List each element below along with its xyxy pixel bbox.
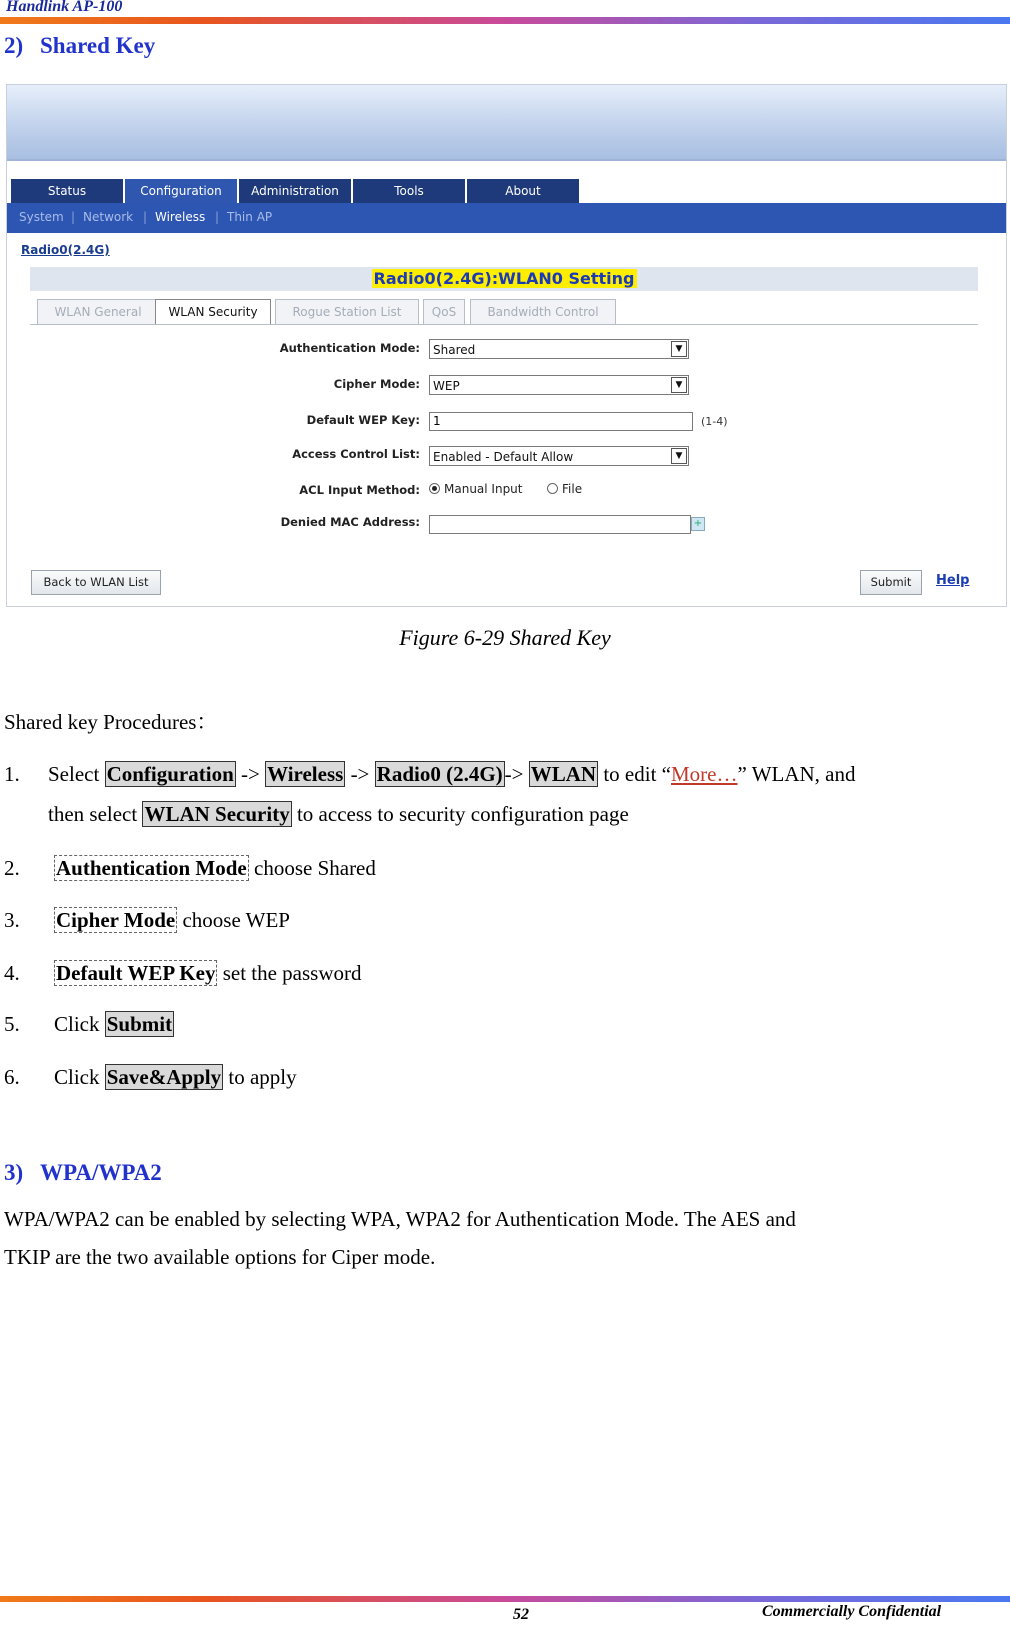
tab-status[interactable]: Status bbox=[11, 179, 123, 204]
step-text: Click bbox=[54, 1065, 100, 1089]
wpa-paragraph bbox=[4, 1200, 796, 1276]
step-2 bbox=[4, 848, 376, 888]
section-title: WPA/WPA2 bbox=[40, 1160, 162, 1185]
acl-value: Enabled - Default Allow bbox=[433, 450, 574, 464]
figure-caption: Figure 6-29 Shared Key bbox=[399, 625, 611, 650]
step-text: to edit “ bbox=[603, 762, 671, 786]
arrow-text: -> bbox=[241, 762, 260, 786]
footer-gradient-bar bbox=[0, 1596, 1010, 1602]
document-header-title: Handlink AP-100 bbox=[6, 0, 123, 15]
wpa-line-1: WPA/WPA2 can be enabled by selecting WPA, WPA2 for Authentication Mode. The AES and bbox=[4, 1207, 796, 1231]
tab-configuration[interactable]: Configuration bbox=[125, 179, 237, 204]
step-text: Select bbox=[48, 762, 100, 786]
radio-unselected-icon bbox=[547, 483, 558, 494]
wep-key-hint: (1-4) bbox=[701, 415, 728, 428]
setting-title: Radio0(2.4G):WLAN0 Setting bbox=[373, 269, 635, 288]
cipher-mode-label: Cipher Mode: bbox=[333, 377, 420, 391]
auth-mode-label: Authentication Mode: bbox=[279, 341, 420, 355]
key-configuration: Configuration bbox=[106, 762, 234, 786]
key-authentication-mode: Authentication Mode bbox=[56, 856, 247, 880]
step-number: 6. bbox=[4, 1065, 20, 1089]
radio-selected-icon bbox=[429, 483, 440, 494]
step-text: choose Shared bbox=[254, 856, 376, 880]
key-wlan: WLAN bbox=[530, 762, 597, 786]
subnav-separator: | bbox=[71, 210, 76, 224]
step-text: to apply bbox=[228, 1065, 297, 1089]
page-number: 52 bbox=[513, 1606, 529, 1623]
subnav-separator: | bbox=[143, 210, 148, 224]
header-gradient-bar bbox=[0, 17, 1010, 24]
radio-manual-input[interactable] bbox=[429, 482, 523, 496]
step-5 bbox=[4, 1004, 174, 1044]
step-number: 4. bbox=[4, 961, 20, 985]
procedures-intro: Shared key Procedures： bbox=[4, 710, 218, 734]
step-number: 2. bbox=[4, 856, 20, 880]
step-number: 1. bbox=[4, 762, 20, 786]
section-title: Shared Key bbox=[40, 33, 156, 58]
step-1 bbox=[4, 754, 1004, 834]
auth-mode-value: Shared bbox=[433, 343, 476, 357]
radio-file[interactable] bbox=[547, 482, 582, 496]
key-cipher-mode: Cipher Mode bbox=[56, 908, 176, 932]
acl-input-method-label: ACL Input Method: bbox=[299, 483, 420, 497]
chevron-down-icon: ▼ bbox=[671, 341, 687, 357]
key-wlan-security: WLAN Security bbox=[144, 802, 290, 826]
radio-link[interactable]: Radio0(2.4G) bbox=[21, 243, 110, 257]
key-default-wep-key: Default WEP Key bbox=[56, 961, 216, 985]
section-heading-wpa bbox=[4, 1160, 162, 1186]
subnav-network[interactable]: Network bbox=[83, 210, 134, 224]
subnav-system[interactable]: System bbox=[19, 210, 64, 224]
banner bbox=[7, 85, 1006, 161]
section-number: 2) bbox=[4, 33, 24, 58]
key-save-apply: Save&Apply bbox=[106, 1065, 222, 1089]
wpa-line-2: TKIP are the two available options for Ciper mode. bbox=[4, 1245, 436, 1269]
acl-select[interactable] bbox=[429, 446, 689, 466]
subnav-separator: | bbox=[215, 210, 220, 224]
subnav-wireless[interactable]: Wireless bbox=[155, 210, 206, 224]
subtab-rogue-station-list[interactable]: Rogue Station List bbox=[275, 299, 419, 325]
step-6 bbox=[4, 1057, 297, 1097]
chevron-down-icon: ▼ bbox=[671, 448, 687, 464]
subtab-bandwidth-control[interactable]: Bandwidth Control bbox=[470, 299, 616, 325]
denied-mac-label: Denied MAC Address: bbox=[280, 515, 420, 529]
step-text: to access to security configuration page bbox=[296, 802, 629, 826]
add-mac-icon[interactable]: + bbox=[691, 517, 705, 531]
step-3 bbox=[4, 900, 290, 940]
radio-manual-label: Manual Input bbox=[444, 482, 523, 496]
step-text: set the password bbox=[222, 961, 362, 985]
sub-nav-bar bbox=[7, 203, 1006, 233]
more-link[interactable]: More… bbox=[671, 762, 738, 786]
denied-mac-input[interactable] bbox=[429, 515, 691, 534]
cipher-mode-select[interactable] bbox=[429, 375, 689, 395]
tab-tools[interactable]: Tools bbox=[353, 179, 465, 204]
arrow-text: -> bbox=[350, 762, 370, 786]
subtab-divider bbox=[30, 324, 978, 325]
step-text: ” WLAN, and bbox=[737, 762, 856, 786]
step-text: choose WEP bbox=[182, 908, 290, 932]
section-number: 3) bbox=[4, 1160, 24, 1185]
submit-button[interactable]: Submit bbox=[860, 570, 922, 595]
key-radio: Radio0 (2.4G) bbox=[376, 762, 503, 786]
footer-confidential: Commercially Confidential bbox=[762, 1603, 942, 1620]
auth-mode-select[interactable] bbox=[429, 339, 689, 359]
arrow-text: -> bbox=[504, 762, 524, 786]
setting-title-bar bbox=[30, 267, 978, 291]
help-link[interactable]: Help bbox=[936, 573, 970, 588]
subtab-wlan-security[interactable]: WLAN Security bbox=[155, 299, 271, 325]
wep-key-input[interactable]: 1 bbox=[429, 412, 693, 431]
radio-file-label: File bbox=[562, 482, 583, 496]
step-number: 3. bbox=[4, 908, 20, 932]
back-to-wlan-list-button[interactable]: Back to WLAN List bbox=[31, 570, 161, 595]
key-wireless: Wireless bbox=[267, 762, 344, 786]
tab-administration[interactable]: Administration bbox=[239, 179, 351, 204]
step-text: then select bbox=[48, 802, 138, 826]
subtab-wlan-general[interactable]: WLAN General bbox=[37, 299, 159, 325]
subtab-qos[interactable]: QoS bbox=[423, 299, 465, 325]
step-text: Click bbox=[54, 1012, 100, 1036]
subnav-thin-ap[interactable]: Thin AP bbox=[227, 210, 273, 224]
tab-about[interactable]: About bbox=[467, 179, 579, 204]
wep-key-label: Default WEP Key: bbox=[306, 413, 420, 427]
key-submit: Submit bbox=[106, 1012, 173, 1036]
screenshot-figure bbox=[6, 84, 1007, 607]
main-tab-bar bbox=[7, 179, 1006, 205]
step-4 bbox=[4, 953, 362, 993]
step-number: 5. bbox=[4, 1012, 20, 1036]
chevron-down-icon: ▼ bbox=[671, 377, 687, 393]
section-heading-shared-key bbox=[4, 33, 155, 59]
cipher-mode-value: WEP bbox=[433, 379, 460, 393]
acl-label: Access Control List: bbox=[292, 447, 420, 461]
